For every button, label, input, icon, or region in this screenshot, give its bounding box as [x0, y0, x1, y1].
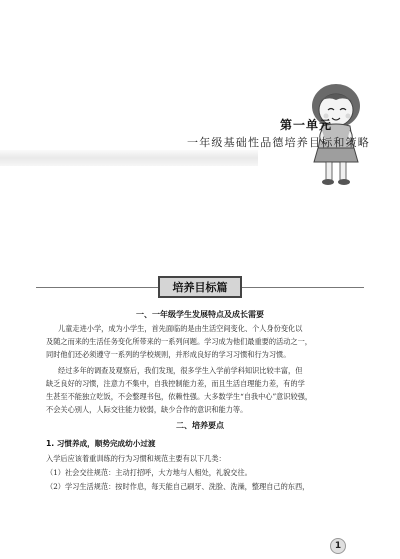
paragraph-line: 缺乏良好的习惯，注意力不集中，自我控制能力差，而且生活自理能力差，有的学	[46, 379, 305, 388]
paragraph-line: 经过多年的调查及观察后，我们发现，很多学生入学前学科知识比较丰富，但	[58, 366, 303, 375]
paragraph-line: 儿童走进小学，成为小学生，首先面临的是由生活空间变化、个人身份变化以	[58, 324, 303, 333]
paragraph-line: 同时他们还必须遵守一系列的学校规则，并形成良好的学习习惯和行为习惯。	[46, 350, 291, 359]
girl-cartoon-illustration	[296, 78, 376, 188]
heading-development-characteristics: 一、一年级学生发展特点及成长需要	[136, 310, 264, 319]
unit-title: 第一单元	[279, 118, 332, 132]
header-decoration-stripe	[0, 150, 258, 166]
section-banner: 培养目标篇	[158, 276, 242, 298]
paragraph-line: 生甚至不能独立吃饭，不会整理书包，依赖性强。大多数学生“自我中心”意识较强，	[46, 392, 313, 401]
list-item: （1）社会交往规范：主动打招呼，大方地与人相处，礼貌交往。	[46, 468, 252, 477]
paragraph-line: 入学后应该着重训练的行为习惯和规范主要有以下几类：	[46, 454, 226, 463]
unit-subtitle: 一年级基础性品德培养目标和策略	[187, 136, 370, 149]
paragraph-line: 不会关心别人，人际交往能力较弱，缺少合作的意识和能力等。	[46, 405, 248, 414]
heading-cultivation-points: 二、培养要点	[176, 421, 224, 430]
subheading-habit-formation: 1. 习惯养成，顺势完成幼小过渡	[46, 439, 156, 448]
list-item: （2）学习生活规范：按时作息，每天能自己刷牙、洗脸、洗澡，整理自己的东西，	[46, 482, 310, 491]
page-number: 1	[330, 538, 346, 554]
paragraph-line: 及随之而来的生活任务变化所带来的一系列问题。学习成为他们最重要的活动之一，	[46, 337, 312, 346]
